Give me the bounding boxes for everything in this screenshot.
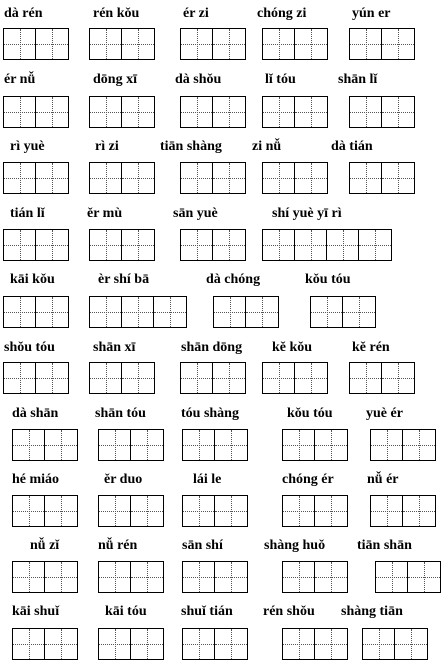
pinyin-label: shàng huǒ bbox=[264, 538, 326, 553]
tianzige-cell[interactable] bbox=[181, 230, 213, 260]
writing-grid[interactable] bbox=[180, 28, 246, 60]
pinyin-label: chóng zi bbox=[257, 6, 307, 21]
tianzige-cell[interactable] bbox=[315, 430, 347, 460]
tianzige-cell[interactable] bbox=[13, 562, 45, 592]
pinyin-label: dà shǒu bbox=[175, 72, 222, 87]
pinyin-label: yuè ér bbox=[366, 406, 403, 421]
tianzige-cell[interactable] bbox=[215, 430, 247, 460]
tianzige-cell[interactable] bbox=[283, 430, 315, 460]
pinyin-label: shān dōng bbox=[181, 340, 243, 355]
tianzige-cell[interactable] bbox=[213, 29, 245, 59]
tianzige-cell[interactable] bbox=[215, 629, 247, 659]
writing-grid[interactable] bbox=[3, 96, 69, 128]
tianzige-cell[interactable] bbox=[214, 297, 246, 327]
tianzige-cell[interactable] bbox=[122, 363, 154, 393]
tianzige-cell[interactable] bbox=[315, 496, 347, 526]
tianzige-cell[interactable] bbox=[45, 430, 77, 460]
tianzige-cell[interactable] bbox=[13, 430, 45, 460]
writing-grid[interactable] bbox=[349, 96, 415, 128]
writing-grid[interactable] bbox=[89, 28, 155, 60]
tianzige-cell[interactable] bbox=[45, 562, 77, 592]
tianzige-cell[interactable] bbox=[154, 297, 186, 327]
pinyin-label: dōng xī bbox=[93, 72, 137, 87]
tianzige-cell[interactable] bbox=[213, 363, 245, 393]
writing-grid[interactable] bbox=[262, 229, 392, 261]
writing-grid[interactable] bbox=[182, 495, 248, 527]
writing-grid[interactable] bbox=[12, 495, 78, 527]
writing-grid[interactable] bbox=[89, 96, 155, 128]
writing-grid[interactable] bbox=[262, 362, 328, 394]
pinyin-label: kǒu tóu bbox=[305, 272, 351, 287]
tianzige-cell[interactable] bbox=[181, 163, 213, 193]
tianzige-cell[interactable] bbox=[4, 163, 36, 193]
pinyin-label: kě kǒu bbox=[272, 340, 313, 355]
pinyin-label: rì yuè bbox=[10, 139, 45, 154]
writing-grid[interactable] bbox=[349, 362, 415, 394]
writing-grid[interactable] bbox=[362, 628, 428, 660]
tianzige-cell[interactable] bbox=[181, 29, 213, 59]
writing-grid[interactable] bbox=[262, 28, 328, 60]
tianzige-cell[interactable] bbox=[181, 97, 213, 127]
tianzige-cell[interactable] bbox=[263, 363, 295, 393]
tianzige-cell[interactable] bbox=[4, 230, 36, 260]
pinyin-label: hé miáo bbox=[12, 472, 60, 487]
tianzige-cell[interactable] bbox=[45, 629, 77, 659]
pinyin-label: shān xī bbox=[93, 340, 136, 355]
tianzige-cell[interactable] bbox=[311, 297, 343, 327]
tianzige-cell[interactable] bbox=[36, 97, 68, 127]
pinyin-label: tiān shàng bbox=[160, 139, 222, 154]
writing-grid[interactable] bbox=[180, 96, 246, 128]
tianzige-cell[interactable] bbox=[122, 163, 154, 193]
tianzige-cell[interactable] bbox=[263, 163, 295, 193]
pinyin-label: rén kǒu bbox=[93, 6, 140, 21]
tianzige-cell[interactable] bbox=[283, 629, 315, 659]
pinyin-label: rén shǒu bbox=[263, 604, 315, 619]
writing-grid[interactable] bbox=[89, 162, 155, 194]
tianzige-cell[interactable] bbox=[4, 97, 36, 127]
tianzige-cell[interactable] bbox=[295, 230, 327, 260]
writing-grid[interactable] bbox=[12, 429, 78, 461]
writing-grid[interactable] bbox=[282, 561, 348, 593]
tianzige-cell[interactable] bbox=[327, 230, 359, 260]
pinyin-label: sān yuè bbox=[173, 206, 218, 221]
tianzige-cell[interactable] bbox=[403, 496, 435, 526]
tianzige-cell[interactable] bbox=[122, 97, 154, 127]
pinyin-label: shí yuè yī rì bbox=[272, 206, 342, 221]
pinyin-label: lái le bbox=[193, 472, 222, 487]
tianzige-cell[interactable] bbox=[36, 230, 68, 260]
tianzige-cell[interactable] bbox=[122, 29, 154, 59]
tianzige-cell[interactable] bbox=[4, 363, 36, 393]
pinyin-label: dà shān bbox=[12, 406, 59, 421]
pinyin-label: ěr duo bbox=[104, 472, 143, 487]
pinyin-label: zi nǚ bbox=[252, 139, 282, 154]
tianzige-cell[interactable] bbox=[90, 363, 122, 393]
tianzige-cell[interactable] bbox=[131, 430, 163, 460]
tianzige-cell[interactable] bbox=[382, 97, 414, 127]
writing-grid[interactable] bbox=[182, 561, 248, 593]
tianzige-cell[interactable] bbox=[295, 97, 327, 127]
tianzige-cell[interactable] bbox=[122, 297, 154, 327]
writing-grid[interactable] bbox=[375, 561, 441, 593]
writing-grid[interactable] bbox=[3, 28, 69, 60]
tianzige-cell[interactable] bbox=[99, 562, 131, 592]
tianzige-cell[interactable] bbox=[295, 29, 327, 59]
tianzige-cell[interactable] bbox=[213, 163, 245, 193]
writing-grid[interactable] bbox=[282, 495, 348, 527]
tianzige-cell[interactable] bbox=[350, 163, 382, 193]
tianzige-cell[interactable] bbox=[263, 29, 295, 59]
tianzige-cell[interactable] bbox=[350, 363, 382, 393]
tianzige-cell[interactable] bbox=[36, 363, 68, 393]
pinyin-label: dà chóng bbox=[206, 272, 261, 287]
tianzige-cell[interactable] bbox=[183, 562, 215, 592]
tianzige-cell[interactable] bbox=[343, 297, 375, 327]
pinyin-label: nǚ zǐ bbox=[30, 538, 60, 553]
writing-grid[interactable] bbox=[98, 495, 164, 527]
tianzige-cell[interactable] bbox=[263, 97, 295, 127]
tianzige-cell[interactable] bbox=[403, 430, 435, 460]
pinyin-label: chóng ér bbox=[282, 472, 334, 487]
pinyin-label: tián lǐ bbox=[10, 206, 45, 221]
tianzige-cell[interactable] bbox=[183, 430, 215, 460]
pinyin-label: kě rén bbox=[352, 340, 390, 355]
tianzige-cell[interactable] bbox=[315, 562, 347, 592]
tianzige-cell[interactable] bbox=[36, 163, 68, 193]
tianzige-cell[interactable] bbox=[122, 230, 154, 260]
writing-grid[interactable] bbox=[213, 296, 279, 328]
tianzige-cell[interactable] bbox=[295, 363, 327, 393]
tianzige-cell[interactable] bbox=[363, 629, 395, 659]
pinyin-label: ěr mù bbox=[87, 206, 123, 221]
writing-grid[interactable] bbox=[282, 429, 348, 461]
writing-grid[interactable] bbox=[98, 561, 164, 593]
writing-grid[interactable] bbox=[180, 162, 246, 194]
pinyin-label: shān lǐ bbox=[338, 72, 378, 87]
tianzige-cell[interactable] bbox=[382, 29, 414, 59]
tianzige-cell[interactable] bbox=[99, 430, 131, 460]
tianzige-cell[interactable] bbox=[90, 29, 122, 59]
tianzige-cell[interactable] bbox=[36, 297, 68, 327]
tianzige-cell[interactable] bbox=[295, 163, 327, 193]
tianzige-cell[interactable] bbox=[131, 562, 163, 592]
pinyin-label: èr shí bā bbox=[98, 272, 150, 287]
tianzige-cell[interactable] bbox=[4, 297, 36, 327]
writing-grid[interactable] bbox=[180, 362, 246, 394]
tianzige-cell[interactable] bbox=[36, 29, 68, 59]
pinyin-label: lǐ tóu bbox=[265, 72, 296, 87]
writing-grid[interactable] bbox=[3, 296, 69, 328]
tianzige-cell[interactable] bbox=[90, 230, 122, 260]
pinyin-label: nǚ ér bbox=[367, 472, 399, 487]
tianzige-cell[interactable] bbox=[4, 29, 36, 59]
writing-grid[interactable] bbox=[89, 296, 187, 328]
tianzige-cell[interactable] bbox=[408, 562, 440, 592]
pinyin-label: dà rén bbox=[4, 6, 43, 21]
tianzige-cell[interactable] bbox=[283, 562, 315, 592]
tianzige-cell[interactable] bbox=[13, 496, 45, 526]
tianzige-cell[interactable] bbox=[45, 496, 77, 526]
tianzige-cell[interactable] bbox=[183, 496, 215, 526]
writing-grid[interactable] bbox=[370, 429, 436, 461]
pinyin-label: dà tián bbox=[331, 139, 373, 154]
pinyin-label: kāi kǒu bbox=[10, 272, 55, 287]
tianzige-cell[interactable] bbox=[131, 629, 163, 659]
tianzige-cell[interactable] bbox=[246, 297, 278, 327]
tianzige-cell[interactable] bbox=[382, 163, 414, 193]
pinyin-label: sān shí bbox=[182, 538, 223, 553]
tianzige-cell[interactable] bbox=[315, 629, 347, 659]
writing-grid[interactable] bbox=[349, 162, 415, 194]
pinyin-label: kǒu tóu bbox=[287, 406, 333, 421]
writing-grid[interactable] bbox=[370, 495, 436, 527]
tianzige-cell[interactable] bbox=[215, 562, 247, 592]
pinyin-label: rì zi bbox=[95, 139, 119, 154]
tianzige-cell[interactable] bbox=[395, 629, 427, 659]
tianzige-cell[interactable] bbox=[90, 97, 122, 127]
tianzige-cell[interactable] bbox=[99, 496, 131, 526]
tianzige-cell[interactable] bbox=[283, 496, 315, 526]
tianzige-cell[interactable] bbox=[90, 163, 122, 193]
writing-grid[interactable] bbox=[3, 362, 69, 394]
tianzige-cell[interactable] bbox=[213, 230, 245, 260]
writing-grid[interactable] bbox=[12, 561, 78, 593]
writing-grid[interactable] bbox=[182, 429, 248, 461]
writing-grid[interactable] bbox=[180, 229, 246, 261]
tianzige-cell[interactable] bbox=[376, 562, 408, 592]
tianzige-cell[interactable] bbox=[371, 496, 403, 526]
pinyin-label: yún er bbox=[352, 6, 391, 21]
writing-grid[interactable] bbox=[12, 628, 78, 660]
tianzige-cell[interactable] bbox=[99, 629, 131, 659]
pinyin-label: kāi tóu bbox=[105, 604, 147, 619]
pinyin-label: shǒu tóu bbox=[4, 340, 55, 355]
writing-grid[interactable] bbox=[89, 362, 155, 394]
writing-grid[interactable] bbox=[310, 296, 376, 328]
writing-grid[interactable] bbox=[98, 429, 164, 461]
tianzige-cell[interactable] bbox=[359, 230, 391, 260]
writing-grid[interactable] bbox=[98, 628, 164, 660]
pinyin-label: kāi shuǐ bbox=[12, 604, 60, 619]
pinyin-label: ér nǚ bbox=[4, 72, 36, 87]
pinyin-label: shān tóu bbox=[95, 406, 146, 421]
writing-grid[interactable] bbox=[282, 628, 348, 660]
tianzige-cell[interactable] bbox=[263, 230, 295, 260]
pinyin-label: nǚ rén bbox=[98, 538, 138, 553]
tianzige-cell[interactable] bbox=[181, 363, 213, 393]
tianzige-cell[interactable] bbox=[183, 629, 215, 659]
tianzige-cell[interactable] bbox=[213, 97, 245, 127]
tianzige-cell[interactable] bbox=[350, 29, 382, 59]
writing-grid[interactable] bbox=[3, 162, 69, 194]
writing-grid[interactable] bbox=[182, 628, 248, 660]
pinyin-label: shàng tiān bbox=[341, 604, 403, 619]
tianzige-cell[interactable] bbox=[350, 97, 382, 127]
tianzige-cell[interactable] bbox=[382, 363, 414, 393]
writing-grid[interactable] bbox=[262, 162, 328, 194]
pinyin-label: tóu shàng bbox=[181, 406, 239, 421]
pinyin-label: ér zi bbox=[183, 6, 209, 21]
tianzige-cell[interactable] bbox=[90, 297, 122, 327]
tianzige-cell[interactable] bbox=[13, 629, 45, 659]
tianzige-cell[interactable] bbox=[131, 496, 163, 526]
tianzige-cell[interactable] bbox=[371, 430, 403, 460]
writing-grid[interactable] bbox=[3, 229, 69, 261]
tianzige-cell[interactable] bbox=[215, 496, 247, 526]
pinyin-label: tiān shān bbox=[357, 538, 412, 553]
pinyin-label: shuǐ tián bbox=[181, 604, 233, 619]
writing-grid[interactable] bbox=[89, 229, 155, 261]
writing-grid[interactable] bbox=[349, 28, 415, 60]
writing-grid[interactable] bbox=[262, 96, 328, 128]
